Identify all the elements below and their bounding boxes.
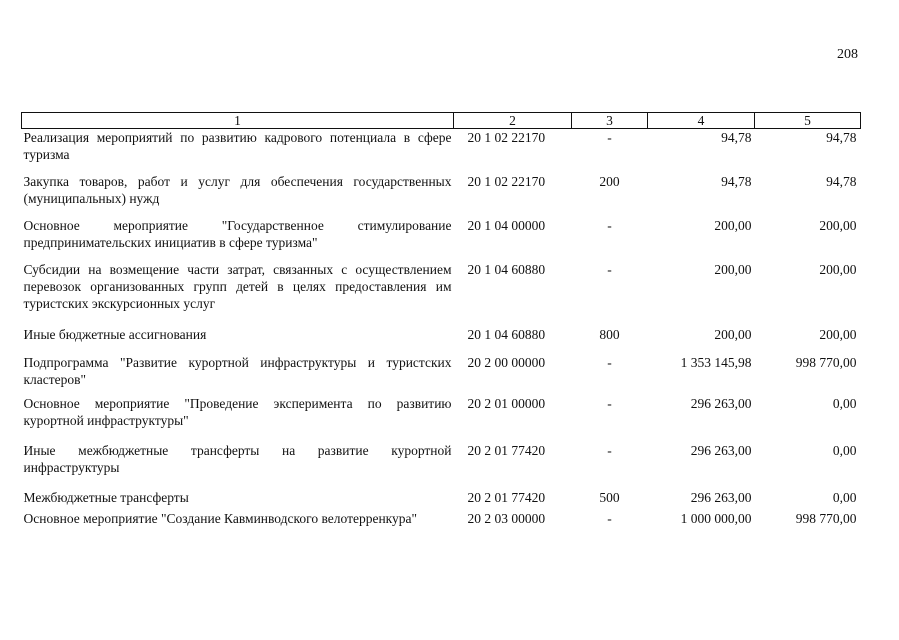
row-code: 20 1 04 60880 (467, 261, 546, 277)
row-name: Подпрограмма "Развитие курортной инфраструктуры и туристских кластеров" (23, 354, 452, 387)
row-code: 20 2 01 77420 (467, 489, 546, 505)
header-col-5: 5 (755, 113, 861, 129)
row-name: Межбюджетные трансферты (23, 489, 189, 505)
row-value-4: 296 263,00 (690, 442, 752, 458)
row-value-5: 0,00 (832, 489, 857, 505)
row-value-4: 1 000 000,00 (680, 510, 752, 526)
row-name: Реализация мероприятий по развитию кадрового потенциала в сфере туризма (23, 130, 452, 162)
row-value-4: 1 353 145,98 (680, 354, 752, 370)
row-value-5: 200,00 (819, 326, 857, 342)
row-code: 20 2 01 00000 (467, 395, 546, 411)
row-value-5: 998 770,00 (795, 354, 857, 370)
page-number: 208 (837, 47, 858, 62)
row-code: 20 2 01 77420 (467, 442, 546, 458)
row-value-5: 0,00 (832, 395, 857, 411)
row-value-4: 200,00 (714, 326, 752, 342)
row-value-5: 0,00 (832, 442, 857, 458)
table-row (22, 173, 861, 217)
row-name: Основное мероприятие "Государственное стимулирование предпринимательских инициатив в сфере туризма" (23, 217, 452, 250)
row-name: Иные межбюджетные трансферты на развитие курортной инфраструктуры (23, 442, 452, 475)
table-row (22, 217, 861, 261)
header-col-1: 1 (22, 113, 454, 129)
table-row (22, 442, 861, 489)
table-body (22, 129, 861, 550)
row-name: Основное мероприятие "Проведение эксперимента по развитию курортной инфраструктуры" (23, 395, 452, 428)
row-code: 20 1 02 22170 (467, 130, 546, 145)
row-code: 20 1 04 00000 (467, 217, 546, 233)
row-type: 500 (599, 489, 620, 505)
row-name: Субсидии на возмещение части затрат, связанных с осуществлением перевозок организованных групп детей в целях предоставления им туристских экскурсионных услуг (23, 261, 452, 311)
row-type: 200 (599, 173, 620, 189)
row-type: - (607, 217, 612, 233)
row-code: 20 1 04 60880 (467, 326, 546, 342)
table-row (22, 261, 861, 326)
row-value-5: 998 770,00 (795, 510, 857, 526)
row-value-4: 200,00 (714, 261, 752, 277)
header-row (22, 113, 861, 129)
row-code: 20 2 00 00000 (467, 354, 546, 370)
table-row (22, 510, 861, 550)
row-code: 20 2 03 00000 (467, 510, 546, 526)
row-value-5: 94,78 (826, 173, 857, 189)
header-col-2: 2 (454, 113, 572, 129)
table-row (22, 489, 861, 510)
row-name: Основное мероприятие "Создание Кавминводского велотерренкура" (23, 510, 418, 526)
budget-table (21, 112, 861, 550)
row-value-5: 200,00 (819, 217, 857, 233)
row-name: Закупка товаров, работ и услуг для обеспечения государственных (муниципальных) нужд (23, 173, 452, 206)
row-code: 20 1 02 22170 (467, 173, 546, 189)
row-name: Иные бюджетные ассигнования (23, 326, 207, 342)
row-type: - (607, 442, 612, 458)
row-type: - (607, 395, 612, 411)
row-type: - (607, 510, 612, 526)
row-value-4: 200,00 (714, 217, 752, 233)
table-row (22, 326, 861, 354)
row-type: - (607, 130, 612, 145)
table-row (22, 129, 861, 173)
row-value-4: 296 263,00 (690, 395, 752, 411)
table-row (22, 395, 861, 442)
table-header (22, 113, 861, 129)
row-value-4: 94,78 (721, 173, 752, 189)
table-row (22, 354, 861, 395)
header-col-4: 4 (648, 113, 755, 129)
row-type: - (607, 354, 612, 370)
row-type: - (607, 261, 612, 277)
row-type: 800 (599, 326, 620, 342)
header-col-3: 3 (572, 113, 648, 129)
row-value-5: 200,00 (819, 261, 857, 277)
row-value-4: 94,78 (721, 130, 752, 145)
row-value-4: 296 263,00 (690, 489, 752, 505)
row-value-5: 94,78 (826, 130, 857, 145)
